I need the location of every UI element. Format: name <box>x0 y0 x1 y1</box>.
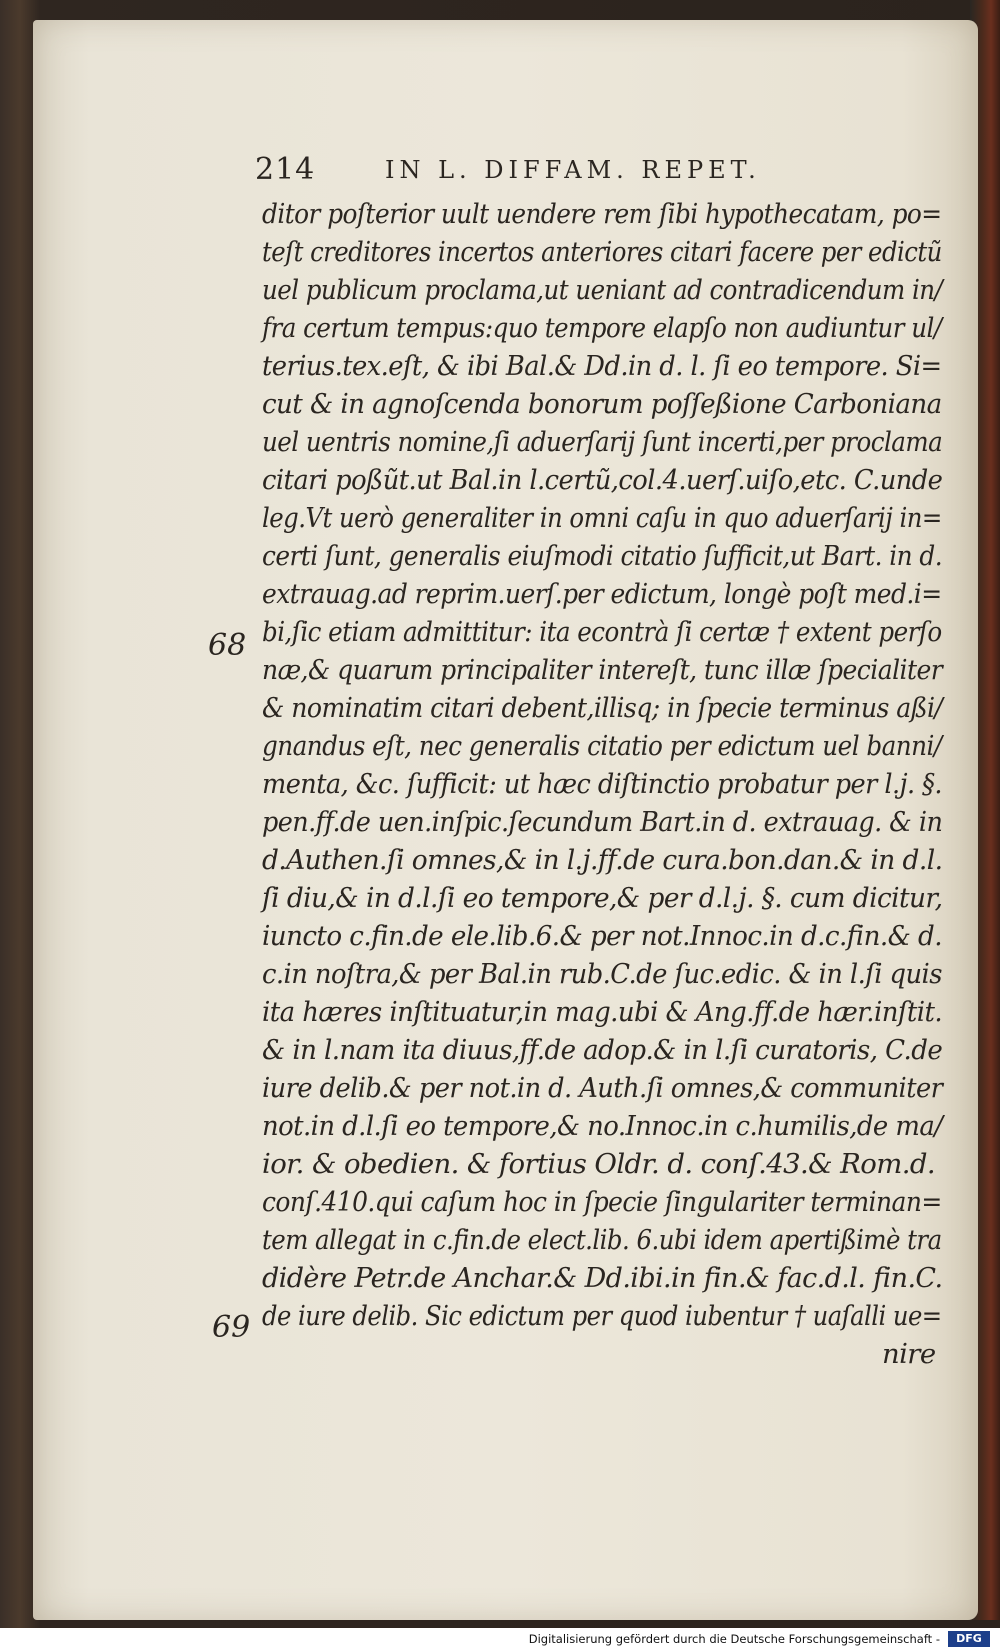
text-line: gnandus eſt, nec generalis citatio per edictum uel banni/ <box>262 730 942 762</box>
text-line: leg.Vt uerò generaliter in omni caſu in quo aduerſarij in= <box>262 502 942 534</box>
text-line: uel uentris nomine,ſi aduerſarij ſunt incerti,per proclama <box>262 426 943 458</box>
funding-credit: Digitalisierung gefördert durch die Deutsche Forschungsgemeinschaft - <box>528 1632 940 1646</box>
text-line: ior. & obedien. & fortius Oldr. d. conſ.43.& Rom.d. <box>262 1148 936 1180</box>
text-line: menta, &c. ſufficit: ut hæc diſtinctio probatur per l.j. §. <box>262 768 942 800</box>
page-header <box>255 152 895 192</box>
text-line: iure delib.& per not.in d. Auth.ſi omnes,& communiter <box>262 1072 943 1104</box>
dfg-logo: DFG <box>948 1631 990 1647</box>
text-line: tem allegat in c.fin.de elect.lib. 6.ubi idem apertißimè tra <box>262 1224 942 1256</box>
text-line: uel publicum proclama,ut ueniant ad contradicendum in/ <box>262 274 943 306</box>
text-line: c.in noſtra,& per Bal.in rub.C.de ſuc.edic. & in l.ſi quis <box>262 958 942 990</box>
catchword: nire <box>882 1338 936 1370</box>
text-line: bi,ſic etiam admittitur: ita econtrà ſi certæ † extent perſo <box>262 616 942 648</box>
margin-number-69: 69 <box>212 1310 251 1345</box>
text-line: conſ.410.qui caſum hoc in ſpecie ſingulariter terminan= <box>262 1186 942 1218</box>
text-line: cut & in agnoſcenda bonorum poſſeßione Carboniana <box>262 388 942 420</box>
text-line: certi ſunt, generalis eiuſmodi citatio ſufficit,ut Bart. in d. <box>262 540 943 572</box>
text-line: fra certum tempus:quo tempore elapſo non audiuntur ul/ <box>262 312 942 344</box>
text-line: & in l.nam ita diuus,ff.de adop.& in l.ſi curatoris, C.de <box>262 1034 943 1066</box>
text-line: & nominatim citari debent,illisq; in ſpecie terminus aßi/ <box>262 692 943 724</box>
text-line: pen.ff.de uen.inſpic.ſecundum Bart.in d. extrauag. & in <box>262 806 943 838</box>
text-line: extrauag.ad reprim.uerſ.per edictum, longè poſt med.i= <box>262 578 942 610</box>
text-line: not.in d.l.ſi eo tempore,& no.Innoc.in c.humilis,de ma/ <box>262 1110 943 1142</box>
text-line: ita hæres inſtituatur,in mag.ubi & Ang.ff.de hær.inſtit. <box>262 996 943 1028</box>
running-head: IN L. DIFFAM. REPET. <box>385 156 761 184</box>
text-line: ſi diu,& in d.l.ſi eo tempore,& per d.l.j. §. cum dicitur, <box>262 882 943 914</box>
margin-number-68: 68 <box>208 628 247 663</box>
footer-bar <box>0 1628 1000 1652</box>
text-line: d.Authen.ſi omnes,& in l.j.ff.de cura.bon.dan.& in d.l. <box>262 844 943 876</box>
text-line: ditor poſterior uult uendere rem ſibi hypothecatam, po= <box>262 198 942 230</box>
text-line: de iure delib. Sic edictum per quod iubentur † uaſalli ue= <box>262 1300 942 1332</box>
text-line: citari poßũt.ut Bal.in l.certũ,col.4.uerſ.uiſo,etc. C.unde <box>262 464 943 496</box>
text-line: iuncto c.fin.de ele.lib.6.& per not.Innoc.in d.c.fin.& d. <box>262 920 942 952</box>
folio-number: 214 <box>255 152 316 187</box>
text-line: didère Petr.de Anchar.& Dd.ibi.in fin.& fac.d.l. fin.C. <box>262 1262 943 1294</box>
text-line: terius.tex.eſt, & ibi Bal.& Dd.in d. l. ſi eo tempore. Si= <box>262 350 942 382</box>
text-line: næ,& quarum principaliter intereſt, tunc illæ ſpecialiter <box>262 654 943 686</box>
text-line: teſt creditores incertos anteriores citari facere per edictũ <box>262 236 942 268</box>
